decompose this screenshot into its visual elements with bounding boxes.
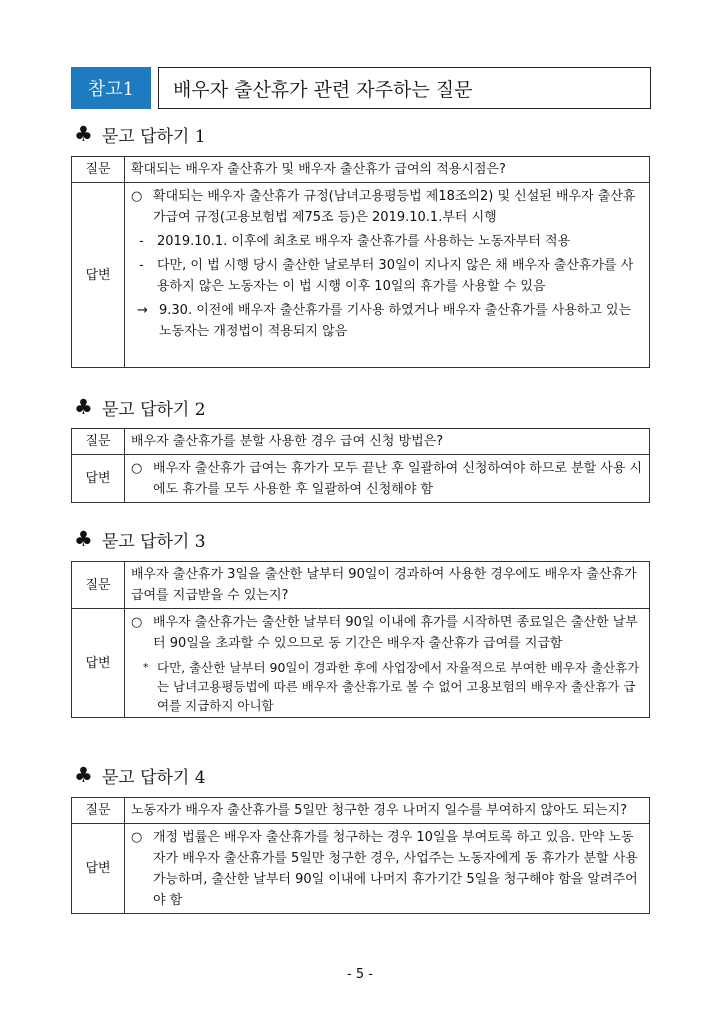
- question-label: 질문: [72, 157, 125, 183]
- asterisk-note-icon: *: [143, 661, 149, 674]
- qa-table-2: [71, 428, 650, 503]
- section-heading-1: [74, 122, 206, 147]
- page-number: - 5 -: [347, 967, 373, 982]
- answer-text: 9.30. 이전에 배우자 출산휴가를 기사용 하였거나 배우자 출산휴가를 사용하고 있는 노동자는 개정법이 적용되지 않음: [159, 303, 632, 339]
- page-title: 배우자 출산휴가 관련 자주하는 질문: [158, 67, 651, 109]
- answer-text: 배우자 출산휴가는 출산한 날부터 90일 이내에 휴가를 시작하면 종료일은 출산한 날부터 90일을 초과할 수 있으므로 동 기간은 배우자 출산휴가 급여를 지급함: [153, 615, 638, 651]
- answer-text: 다만, 출산한 날부터 90일이 경과한 후에 사업장에서 자율적으로 부여한 배우자 출산휴가는 남녀고용평등법에 따른 배우자 출산휴가로 볼 수 없어 고용보험의 배우자 출산휴가 급여를 지급하지 아니함: [157, 660, 640, 713]
- arrow-bullet-icon: →: [137, 303, 148, 318]
- circle-bullet-icon: ○: [131, 189, 143, 204]
- answer-item: [131, 255, 643, 297]
- qa-table-4: [71, 797, 650, 914]
- answer-label: 답변: [72, 824, 125, 914]
- answer-cell: [125, 183, 650, 368]
- circle-bullet-icon: ○: [131, 830, 143, 845]
- section-heading-text: 묻고 답하기 3: [101, 532, 206, 552]
- question-text: 배우자 출산휴가 3일을 출산한 날부터 90일이 경과하여 사용한 경우에도 배우자 출산휴가 급여를 지급받을 수 있는지?: [125, 562, 650, 609]
- answer-cell: [125, 824, 650, 914]
- dash-bullet-icon: -: [139, 258, 144, 273]
- circle-bullet-icon: ○: [131, 615, 143, 630]
- club-icon: ♣: [74, 527, 93, 551]
- club-icon: ♣: [74, 122, 93, 146]
- answer-item: [131, 300, 643, 342]
- answer-item: [131, 827, 643, 911]
- club-icon: ♣: [74, 395, 93, 419]
- answer-item: [131, 458, 643, 500]
- answer-label: 답변: [72, 609, 125, 718]
- answer-text: 2019.10.1. 이후에 최초로 배우자 출산휴가를 사용하는 노동자부터 적용: [157, 234, 571, 249]
- circle-bullet-icon: ○: [131, 461, 143, 476]
- answer-text: 개정 법률은 배우자 출산휴가를 청구하는 경우 10일을 부여토록 하고 있음. 만약 노동자가 배우자 출산휴가를 5일만 청구한 경우, 사업주는 노동자에게 동 휴가가 분할 사용 가능하며, 출산한 날부터 90일 이내에 나머지 휴가기간 5일을 청구해야 함을 알려주어야 함: [153, 830, 638, 908]
- section-heading-4: [74, 763, 206, 788]
- club-icon: ♣: [74, 763, 93, 787]
- qa-table-3: [71, 561, 650, 718]
- question-text: 배우자 출산휴가를 분할 사용한 경우 급여 신청 방법은?: [125, 429, 650, 455]
- answer-item: [131, 186, 643, 228]
- question-label: 질문: [72, 562, 125, 609]
- section-heading-text: 묻고 답하기 4: [101, 768, 206, 788]
- section-heading-text: 묻고 답하기 2: [101, 400, 206, 420]
- answer-text: 확대되는 배우자 출산휴가 규정(남녀고용평등법 제18조의2) 및 신설된 배우자 출산휴가급여 규정(고용보험법 제75조 등)은 2019.10.1.부터 시행: [153, 189, 636, 225]
- section-heading-3: [74, 527, 206, 552]
- question-text: 노동자가 배우자 출산휴가를 5일만 청구한 경우 나머지 일수를 부여하지 않아도 되는지?: [125, 798, 650, 824]
- qa-table-1: [71, 156, 650, 368]
- answer-item: [131, 612, 643, 654]
- answer-cell: [125, 455, 650, 503]
- reference-badge: 참고1: [71, 67, 151, 109]
- question-label: 질문: [72, 798, 125, 824]
- answer-item: [131, 231, 643, 252]
- section-heading-text: 묻고 답하기 1: [101, 127, 206, 147]
- answer-label: 답변: [72, 183, 125, 368]
- answer-text: 배우자 출산휴가 급여는 휴가가 모두 끝난 후 일괄하여 신청하여야 하므로 분할 사용 시에도 휴가를 모두 사용한 후 일괄하여 신청해야 함: [153, 461, 643, 497]
- question-label: 질문: [72, 429, 125, 455]
- section-heading-2: [74, 395, 206, 420]
- dash-bullet-icon: -: [139, 234, 144, 249]
- answer-label: 답변: [72, 455, 125, 503]
- answer-cell: [125, 609, 650, 718]
- answer-item: [131, 658, 643, 715]
- question-text: 확대되는 배우자 출산휴가 및 배우자 출산휴가 급여의 적용시점은?: [125, 157, 650, 183]
- answer-text: 다만, 이 법 시행 당시 출산한 날로부터 30일이 지나지 않은 채 배우자 출산휴가를 사용하지 않은 노동자는 이 법 시행 이후 10일의 휴가를 사용할 수 있음: [157, 258, 634, 294]
